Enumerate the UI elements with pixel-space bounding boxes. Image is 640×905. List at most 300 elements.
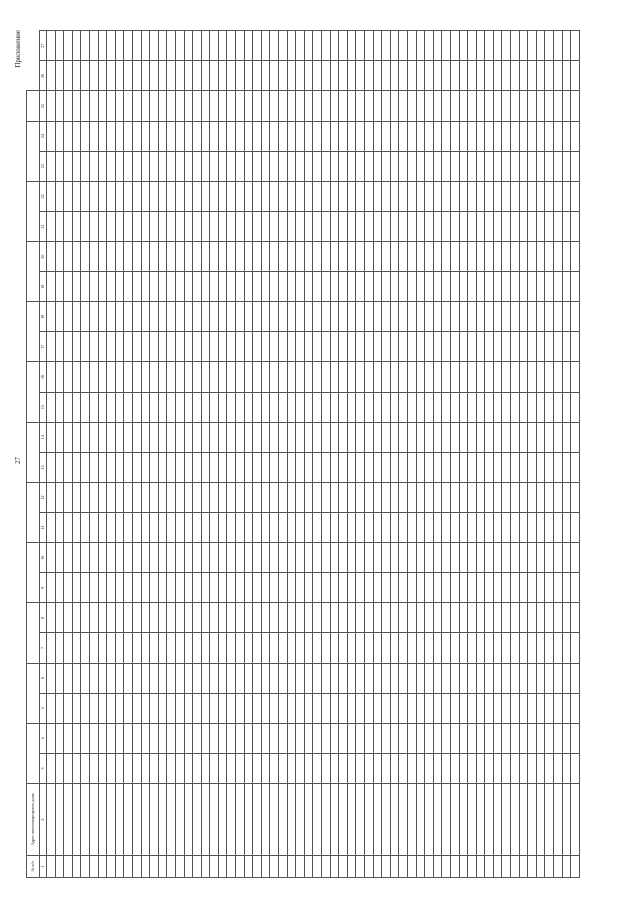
table-row	[468, 31, 477, 878]
data-cell	[132, 31, 141, 61]
data-cell	[150, 61, 159, 91]
data-cell	[536, 181, 545, 211]
data-cell	[442, 573, 451, 603]
data-cell	[425, 482, 434, 512]
data-cell	[253, 211, 262, 241]
data-cell	[124, 362, 133, 392]
data-cell	[304, 663, 313, 693]
data-cell	[81, 332, 90, 362]
data-cell	[227, 663, 236, 693]
data-cell	[244, 211, 253, 241]
address-cell	[72, 784, 81, 856]
data-cell	[261, 513, 270, 543]
data-cell	[270, 856, 279, 878]
table-row	[433, 31, 442, 878]
data-cell	[562, 211, 571, 241]
data-cell	[476, 272, 485, 302]
data-cell	[193, 332, 202, 362]
data-cell	[536, 302, 545, 332]
data-cell	[545, 482, 554, 512]
data-cell	[399, 362, 408, 392]
data-cell	[47, 693, 56, 723]
data-cell	[175, 31, 184, 61]
data-cell	[218, 422, 227, 452]
data-cell	[485, 31, 494, 61]
data-cell	[390, 151, 399, 181]
data-cell	[287, 452, 296, 482]
data-cell	[201, 723, 210, 753]
data-cell	[244, 272, 253, 302]
data-cell	[47, 856, 56, 878]
address-cell	[132, 784, 141, 856]
data-cell	[571, 121, 580, 151]
data-cell	[425, 663, 434, 693]
data-cell	[98, 723, 107, 753]
address-cell	[407, 784, 416, 856]
data-cell	[236, 603, 245, 633]
data-cell	[81, 392, 90, 422]
data-cell	[55, 693, 64, 723]
data-cell	[545, 242, 554, 272]
data-cell	[193, 151, 202, 181]
data-cell	[124, 693, 133, 723]
data-cell	[296, 513, 305, 543]
data-cell	[519, 121, 528, 151]
data-cell	[193, 91, 202, 121]
data-cell	[382, 242, 391, 272]
data-cell	[184, 151, 193, 181]
data-cell	[347, 663, 356, 693]
data-cell	[81, 452, 90, 482]
table-row	[167, 31, 176, 878]
data-cell	[236, 723, 245, 753]
data-cell	[47, 272, 56, 302]
data-cell	[244, 362, 253, 392]
data-cell	[442, 753, 451, 783]
data-cell	[210, 482, 219, 512]
data-cell	[442, 242, 451, 272]
data-cell	[322, 753, 331, 783]
data-cell	[55, 91, 64, 121]
data-cell	[201, 302, 210, 332]
data-cell	[485, 302, 494, 332]
data-cell	[98, 663, 107, 693]
data-cell	[356, 663, 365, 693]
data-cell	[81, 693, 90, 723]
data-cell	[132, 392, 141, 422]
data-cell	[442, 452, 451, 482]
data-cell	[107, 482, 116, 512]
data-cell	[115, 362, 124, 392]
data-cell	[313, 211, 322, 241]
data-cell	[218, 573, 227, 603]
data-cell	[287, 422, 296, 452]
data-cell	[450, 633, 459, 663]
data-cell	[72, 603, 81, 633]
address-cell	[227, 784, 236, 856]
data-cell	[468, 753, 477, 783]
data-cell	[562, 633, 571, 663]
data-cell	[330, 693, 339, 723]
data-cell	[296, 211, 305, 241]
data-cell	[72, 211, 81, 241]
data-cell	[347, 482, 356, 512]
data-cell	[175, 452, 184, 482]
data-cell	[390, 513, 399, 543]
data-cell	[528, 513, 537, 543]
data-cell	[141, 362, 150, 392]
data-cell	[322, 422, 331, 452]
data-cell	[322, 543, 331, 573]
data-cell	[261, 633, 270, 663]
data-cell	[528, 272, 537, 302]
data-cell	[193, 513, 202, 543]
data-cell	[407, 513, 416, 543]
data-cell	[364, 856, 373, 878]
data-cell	[98, 31, 107, 61]
data-cell	[373, 91, 382, 121]
data-cell	[339, 302, 348, 332]
data-cell	[511, 482, 520, 512]
data-cell	[356, 573, 365, 603]
data-cell	[107, 753, 116, 783]
data-cell	[442, 302, 451, 332]
data-cell	[158, 723, 167, 753]
data-cell	[502, 362, 511, 392]
data-cell	[433, 543, 442, 573]
data-cell	[407, 573, 416, 603]
data-cell	[201, 482, 210, 512]
data-cell	[476, 482, 485, 512]
data-cell	[536, 31, 545, 61]
data-cell	[364, 332, 373, 362]
data-cell	[72, 543, 81, 573]
data-cell	[468, 31, 477, 61]
data-cell	[81, 723, 90, 753]
table-column-numbers	[40, 31, 47, 878]
data-cell	[502, 272, 511, 302]
data-cell	[313, 753, 322, 783]
data-cell	[519, 181, 528, 211]
data-cell	[72, 693, 81, 723]
data-cell	[201, 392, 210, 422]
data-cell	[450, 543, 459, 573]
data-cell	[322, 573, 331, 603]
table-row	[141, 31, 150, 878]
data-cell	[313, 392, 322, 422]
data-cell	[184, 856, 193, 878]
table-row	[407, 31, 416, 878]
data-cell	[261, 211, 270, 241]
data-cell	[107, 362, 116, 392]
data-cell	[450, 573, 459, 603]
data-cell	[261, 151, 270, 181]
table-row	[442, 31, 451, 878]
data-cell	[390, 482, 399, 512]
data-cell	[545, 61, 554, 91]
data-cell	[528, 753, 537, 783]
data-cell	[459, 272, 468, 302]
address-cell	[167, 784, 176, 856]
data-cell	[502, 856, 511, 878]
data-cell	[407, 422, 416, 452]
data-cell	[81, 513, 90, 543]
data-cell	[536, 151, 545, 181]
data-cell	[364, 91, 373, 121]
data-cell	[47, 753, 56, 783]
data-cell	[296, 392, 305, 422]
data-cell	[132, 181, 141, 211]
data-cell	[64, 151, 73, 181]
table-row	[390, 31, 399, 878]
data-cell	[399, 121, 408, 151]
address-cell	[545, 784, 554, 856]
data-cell	[167, 753, 176, 783]
data-cell	[373, 482, 382, 512]
data-cell	[382, 856, 391, 878]
data-cell	[545, 856, 554, 878]
data-cell	[425, 452, 434, 482]
data-cell	[167, 31, 176, 61]
data-cell	[313, 603, 322, 633]
data-cell	[373, 633, 382, 663]
data-cell	[175, 753, 184, 783]
data-cell	[407, 633, 416, 663]
data-cell	[279, 543, 288, 573]
data-cell	[210, 211, 219, 241]
address-cell	[442, 784, 451, 856]
column-number-cell: 13	[40, 452, 47, 482]
data-cell	[304, 573, 313, 603]
data-cell	[502, 753, 511, 783]
data-cell	[382, 91, 391, 121]
data-cell	[81, 603, 90, 633]
data-cell	[304, 452, 313, 482]
data-cell	[468, 543, 477, 573]
data-cell	[528, 181, 537, 211]
data-cell	[193, 392, 202, 422]
data-cell	[347, 543, 356, 573]
data-cell	[339, 422, 348, 452]
data-cell	[236, 211, 245, 241]
data-cell	[390, 693, 399, 723]
table-row	[545, 31, 554, 878]
data-cell	[175, 633, 184, 663]
data-cell	[554, 513, 563, 543]
data-cell	[399, 693, 408, 723]
address-cell	[89, 784, 98, 856]
data-cell	[347, 633, 356, 663]
data-cell	[493, 422, 502, 452]
data-cell	[347, 392, 356, 422]
data-cell	[330, 181, 339, 211]
data-cell	[201, 753, 210, 783]
data-cell	[485, 452, 494, 482]
data-cell	[536, 603, 545, 633]
data-cell	[227, 452, 236, 482]
data-cell	[528, 392, 537, 422]
data-cell	[89, 181, 98, 211]
data-cell	[279, 603, 288, 633]
data-cell	[511, 573, 520, 603]
data-cell	[571, 61, 580, 91]
data-cell	[193, 693, 202, 723]
data-cell	[227, 332, 236, 362]
data-cell	[150, 332, 159, 362]
data-cell	[158, 693, 167, 723]
data-cell	[47, 392, 56, 422]
data-cell	[313, 61, 322, 91]
data-cell	[511, 543, 520, 573]
data-cell	[322, 31, 331, 61]
address-cell	[356, 784, 365, 856]
data-cell	[407, 31, 416, 61]
address-cell	[193, 784, 202, 856]
data-cell	[253, 272, 262, 302]
data-cell	[253, 151, 262, 181]
data-cell	[468, 633, 477, 663]
data-cell	[141, 633, 150, 663]
data-cell	[201, 181, 210, 211]
data-cell	[47, 151, 56, 181]
data-cell	[485, 543, 494, 573]
data-cell	[64, 61, 73, 91]
data-cell	[313, 543, 322, 573]
data-cell	[364, 723, 373, 753]
data-cell	[407, 302, 416, 332]
data-cell	[218, 753, 227, 783]
address-cell	[253, 784, 262, 856]
data-cell	[150, 693, 159, 723]
data-cell	[253, 452, 262, 482]
data-cell	[81, 663, 90, 693]
data-cell	[261, 482, 270, 512]
data-cell	[81, 31, 90, 61]
data-cell	[218, 91, 227, 121]
data-cell	[442, 633, 451, 663]
data-cell	[184, 332, 193, 362]
data-cell	[47, 61, 56, 91]
data-cell	[124, 513, 133, 543]
address-cell	[502, 784, 511, 856]
data-cell	[261, 61, 270, 91]
data-cell	[390, 392, 399, 422]
table-row	[193, 31, 202, 878]
data-cell	[433, 663, 442, 693]
data-cell	[442, 856, 451, 878]
data-cell	[339, 31, 348, 61]
table-row	[571, 31, 580, 878]
data-cell	[89, 392, 98, 422]
data-cell	[141, 91, 150, 121]
data-cell	[502, 422, 511, 452]
data-cell	[175, 91, 184, 121]
data-cell	[72, 856, 81, 878]
data-cell	[459, 211, 468, 241]
address-cell	[571, 784, 580, 856]
data-cell	[124, 422, 133, 452]
data-cell	[253, 723, 262, 753]
data-cell	[64, 452, 73, 482]
data-cell	[459, 723, 468, 753]
data-cell	[511, 663, 520, 693]
data-cell	[373, 272, 382, 302]
data-cell	[296, 603, 305, 633]
data-cell	[98, 61, 107, 91]
data-cell	[72, 121, 81, 151]
table-row	[313, 31, 322, 878]
table-row	[330, 31, 339, 878]
data-cell	[511, 31, 520, 61]
data-cell	[476, 422, 485, 452]
data-cell	[313, 272, 322, 302]
data-cell	[433, 723, 442, 753]
data-cell	[382, 543, 391, 573]
data-cell	[545, 693, 554, 723]
data-cell	[399, 272, 408, 302]
data-cell	[210, 31, 219, 61]
data-cell	[571, 663, 580, 693]
data-cell	[236, 573, 245, 603]
data-cell	[279, 723, 288, 753]
page-number: 27	[14, 457, 22, 464]
address-cell	[201, 784, 210, 856]
data-cell	[244, 31, 253, 61]
data-cell	[287, 91, 296, 121]
data-cell	[167, 513, 176, 543]
data-cell	[47, 633, 56, 663]
data-cell	[450, 723, 459, 753]
data-cell	[339, 723, 348, 753]
data-cell	[193, 603, 202, 633]
data-cell	[72, 362, 81, 392]
data-cell	[485, 753, 494, 783]
data-cell	[81, 302, 90, 332]
data-cell	[364, 603, 373, 633]
data-cell	[330, 272, 339, 302]
data-cell	[184, 61, 193, 91]
data-cell	[528, 91, 537, 121]
data-cell	[261, 573, 270, 603]
data-cell	[511, 693, 520, 723]
data-cell	[124, 482, 133, 512]
data-cell	[236, 482, 245, 512]
data-cell	[356, 31, 365, 61]
table-row	[399, 31, 408, 878]
data-cell	[373, 856, 382, 878]
data-cell	[425, 31, 434, 61]
data-cell	[493, 91, 502, 121]
data-cell	[201, 151, 210, 181]
data-cell	[141, 422, 150, 452]
data-cell	[150, 121, 159, 151]
data-cell	[158, 573, 167, 603]
data-cell	[184, 362, 193, 392]
column-number-cell: 15	[40, 392, 47, 422]
data-cell	[390, 272, 399, 302]
data-cell	[227, 121, 236, 151]
data-cell	[493, 362, 502, 392]
data-cell	[485, 272, 494, 302]
data-cell	[571, 332, 580, 362]
data-cell	[72, 91, 81, 121]
data-cell	[150, 452, 159, 482]
data-cell	[339, 151, 348, 181]
data-cell	[493, 31, 502, 61]
data-cell	[236, 332, 245, 362]
data-cell	[485, 723, 494, 753]
data-cell	[72, 573, 81, 603]
